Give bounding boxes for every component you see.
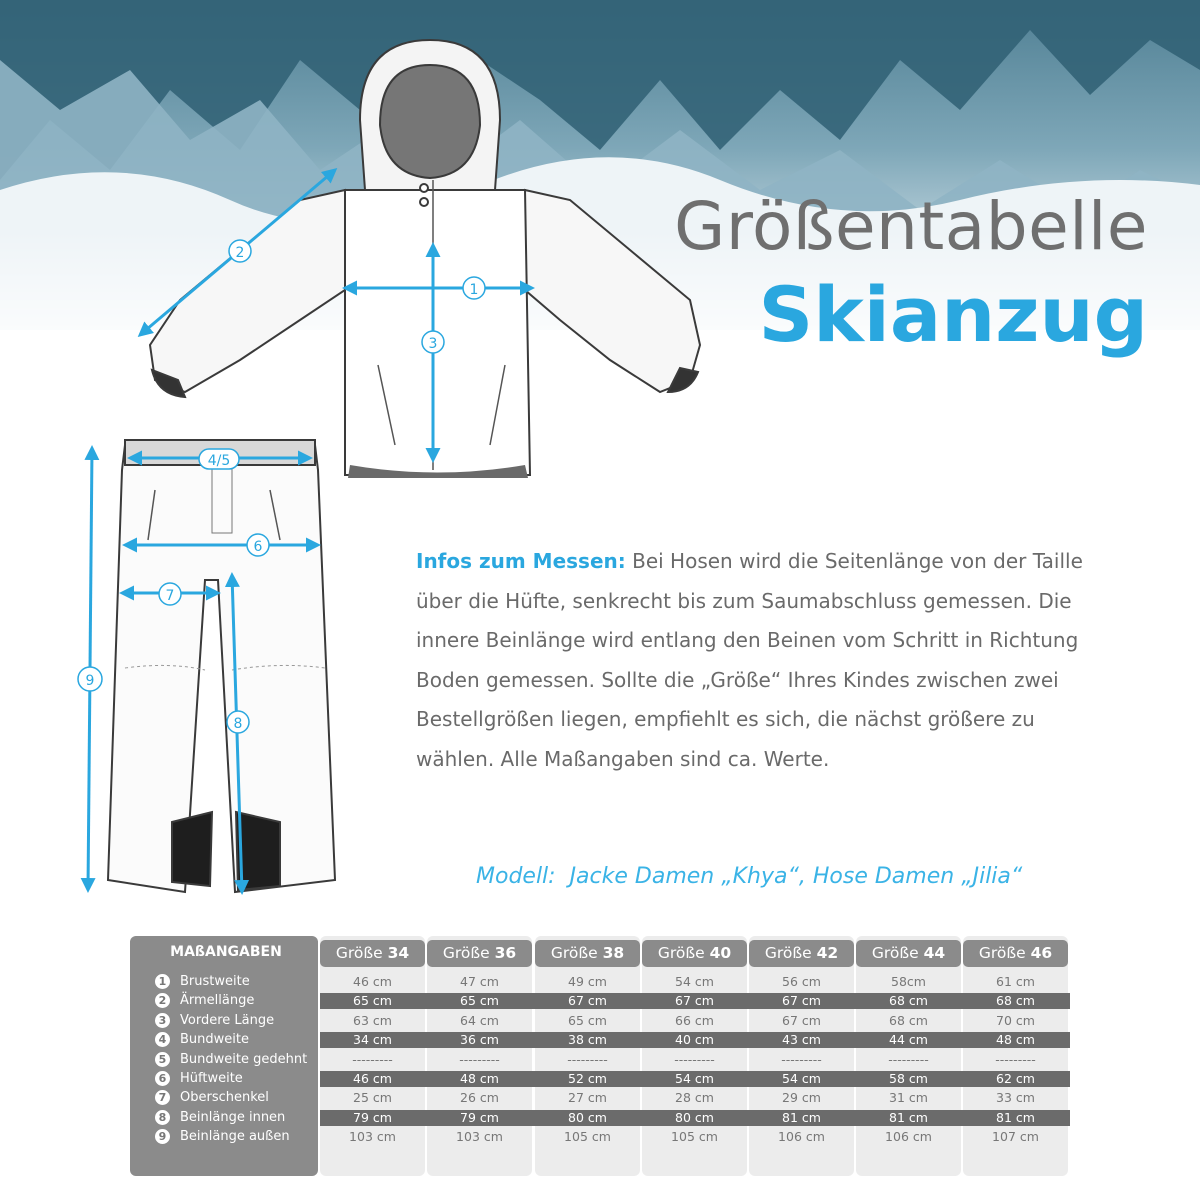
size-header-value: 46 bbox=[1030, 944, 1053, 962]
row-label: Hüftweite bbox=[180, 1071, 243, 1086]
table-cell: 64 cm bbox=[460, 1012, 499, 1028]
table-cell: 67 cm bbox=[675, 993, 714, 1009]
table-cell: 49 cm bbox=[568, 974, 607, 989]
table-cell: 54 cm bbox=[782, 1071, 821, 1086]
table-cell: 63 cm bbox=[353, 1012, 392, 1028]
table-cell: 81 cm bbox=[889, 1109, 928, 1125]
table-cell: 80 cm bbox=[675, 1109, 714, 1125]
table-cell: 52 cm bbox=[568, 1071, 607, 1086]
table-cell: 54 cm bbox=[675, 1071, 714, 1086]
row-number-1: 1 bbox=[155, 974, 170, 989]
size-header-prefix: Größe bbox=[871, 944, 924, 962]
size-header-46 bbox=[963, 940, 1068, 967]
table-cell: 48 cm bbox=[460, 1071, 499, 1086]
table-cell: 43 cm bbox=[782, 1032, 821, 1048]
table-cell: 40 cm bbox=[675, 1032, 714, 1048]
row-number-9: 9 bbox=[155, 1129, 170, 1144]
table-cell: 80 cm bbox=[568, 1109, 607, 1125]
table-cell: 38 cm bbox=[568, 1032, 607, 1048]
marker-1-label: 1 bbox=[469, 282, 479, 298]
row-label: Beinlänge innen bbox=[180, 1109, 286, 1125]
marker-4-5-label: 4/5 bbox=[207, 453, 231, 469]
size-header-value: 38 bbox=[602, 944, 625, 962]
marker-2-label: 2 bbox=[235, 245, 245, 261]
marker-6-label: 6 bbox=[253, 539, 263, 555]
table-cell: 31 cm bbox=[889, 1090, 928, 1106]
marker-8-label: 8 bbox=[233, 716, 243, 732]
size-header-value: 34 bbox=[387, 944, 410, 962]
size-header-36 bbox=[427, 940, 532, 967]
table-cell: 36 cm bbox=[460, 1032, 499, 1048]
table-cell: 33 cm bbox=[996, 1090, 1035, 1106]
size-header-prefix: Größe bbox=[442, 944, 495, 962]
measuring-info-lead: Infos zum Messen: bbox=[416, 549, 626, 573]
table-cell: 54 cm bbox=[675, 974, 714, 989]
table-cell: 46 cm bbox=[353, 1071, 392, 1086]
table-cell: 66 cm bbox=[675, 1012, 714, 1028]
row-label: Bundweite gedehnt bbox=[180, 1051, 308, 1067]
size-header-38 bbox=[535, 940, 640, 967]
measuring-info-text: Bei Hosen wird die Seitenlänge von der Taille über die Hüfte, senkrecht bis zum Saumabschluss gemessen. Die innere Beinlänge wird entlang den Beinen vom Schritt in Richtung Boden gemessen. Sollte die „Größe“ Ihres Kindes zwischen zwei Bestellgrößen liegen, empfiehlt es sich, die nächst größere zu wählen. Alle Maßangaben sind ca. Werte. bbox=[416, 549, 1083, 771]
table-cell: 79 cm bbox=[353, 1109, 392, 1125]
table-cell: 106 cm bbox=[885, 1129, 932, 1145]
page-title: Größentabelle bbox=[674, 188, 1148, 265]
table-cell: --------- bbox=[459, 1051, 500, 1067]
table-cell: 46 cm bbox=[353, 974, 392, 989]
table-cell: 81 cm bbox=[782, 1109, 821, 1125]
table-cell: --------- bbox=[567, 1051, 608, 1067]
table-cell: 65 cm bbox=[568, 1012, 607, 1028]
table-cell: 68 cm bbox=[889, 993, 928, 1009]
table-cell: --------- bbox=[888, 1051, 929, 1067]
table-cell: 107 cm bbox=[992, 1129, 1039, 1145]
table-cell: 79 cm bbox=[460, 1109, 499, 1125]
row-number-7: 7 bbox=[155, 1090, 170, 1105]
table-cell: 68 cm bbox=[889, 1012, 928, 1028]
size-header-34 bbox=[320, 940, 425, 967]
page-subtitle: Skianzug bbox=[758, 270, 1148, 359]
size-header-value: 36 bbox=[494, 944, 517, 962]
table-cell: 67 cm bbox=[568, 993, 607, 1009]
table-cell: 65 cm bbox=[353, 993, 392, 1009]
table-cell: 58 cm bbox=[889, 1071, 928, 1086]
table-cell: 47 cm bbox=[460, 974, 499, 989]
row-number-4: 4 bbox=[155, 1032, 170, 1047]
table-cell: 25 cm bbox=[353, 1090, 392, 1106]
table-cell: 70 cm bbox=[996, 1012, 1035, 1028]
table-cell: 68 cm bbox=[996, 993, 1035, 1009]
row-number-6: 6 bbox=[155, 1071, 170, 1086]
size-header-prefix: Größe bbox=[335, 944, 388, 962]
row-number-2: 2 bbox=[155, 993, 170, 1008]
table-cell: 44 cm bbox=[889, 1032, 928, 1048]
table-cell: 29 cm bbox=[782, 1090, 821, 1106]
table-cell: 58cm bbox=[891, 974, 926, 989]
size-header-44 bbox=[856, 940, 961, 967]
row-label: Vordere Länge bbox=[180, 1012, 275, 1028]
pants-illustration bbox=[108, 440, 335, 892]
size-header-prefix: Größe bbox=[764, 944, 817, 962]
table-cell: 103 cm bbox=[456, 1129, 503, 1145]
table-cell: 106 cm bbox=[778, 1129, 825, 1145]
row-label: Brustweite bbox=[180, 974, 250, 989]
table-cell: --------- bbox=[781, 1051, 822, 1067]
row-label: Oberschenkel bbox=[180, 1090, 269, 1106]
row-label: Ärmellänge bbox=[180, 993, 255, 1009]
table-cell: 28 cm bbox=[675, 1090, 714, 1106]
size-header-value: 42 bbox=[816, 944, 839, 962]
size-header-prefix: Größe bbox=[550, 944, 603, 962]
table-cell: 81 cm bbox=[996, 1109, 1035, 1125]
table-cell: 67 cm bbox=[782, 993, 821, 1009]
table-title: MAßANGABEN bbox=[170, 944, 282, 960]
row-label: Bundweite bbox=[180, 1032, 249, 1048]
table-cell: 62 cm bbox=[996, 1071, 1035, 1086]
marker-7-label: 7 bbox=[165, 588, 175, 604]
table-cell: 61 cm bbox=[996, 974, 1035, 989]
table-cell: 105 cm bbox=[564, 1129, 611, 1145]
row-label: Beinlänge außen bbox=[180, 1129, 290, 1145]
size-header-value: 40 bbox=[709, 944, 732, 962]
table-cell: --------- bbox=[674, 1051, 715, 1067]
table-cell: 105 cm bbox=[671, 1129, 718, 1145]
table-cell: 26 cm bbox=[460, 1090, 499, 1106]
marker-9-label: 9 bbox=[85, 673, 95, 689]
model-caption: Modell: Jacke Damen „Khya“, Hose Damen „Jilia“ bbox=[476, 864, 1023, 889]
row-number-8: 8 bbox=[155, 1110, 170, 1125]
table-cell: 65 cm bbox=[460, 993, 499, 1009]
table-cell: 67 cm bbox=[782, 1012, 821, 1028]
table-cell: 103 cm bbox=[349, 1129, 396, 1145]
table-cell: 27 cm bbox=[568, 1090, 607, 1106]
size-header-prefix: Größe bbox=[978, 944, 1031, 962]
size-header-40 bbox=[642, 940, 747, 967]
size-header-value: 44 bbox=[923, 944, 946, 962]
row-number-3: 3 bbox=[155, 1013, 170, 1028]
table-cell: 48 cm bbox=[996, 1032, 1035, 1048]
table-cell: --------- bbox=[352, 1051, 393, 1067]
table-cell: 34 cm bbox=[353, 1032, 392, 1048]
size-header-42 bbox=[749, 940, 854, 967]
size-header-prefix: Größe bbox=[657, 944, 710, 962]
marker-3-label: 3 bbox=[428, 336, 438, 352]
table-cell: 56 cm bbox=[782, 974, 821, 989]
measuring-info bbox=[416, 542, 1116, 779]
row-number-5: 5 bbox=[155, 1052, 170, 1067]
table-cell: --------- bbox=[995, 1051, 1036, 1067]
